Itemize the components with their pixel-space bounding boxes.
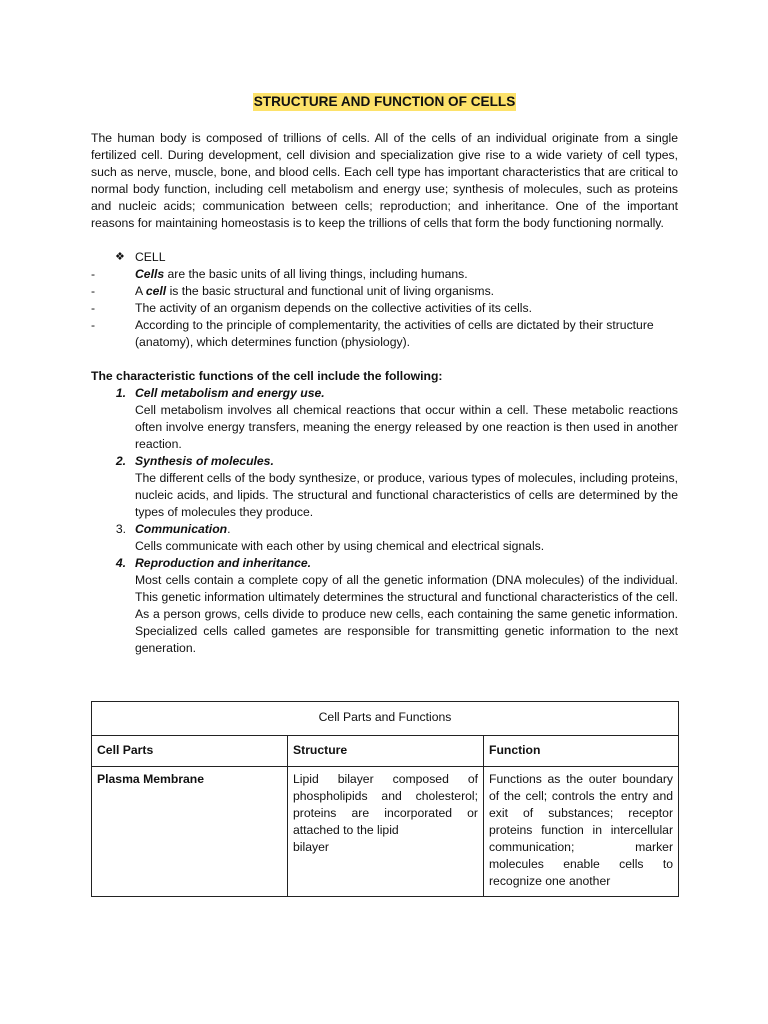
list-text: The activity of an organism depends on the collective activities of its cells. [135, 301, 532, 315]
item-number: 3. [115, 522, 126, 536]
dash-marker: - [91, 267, 96, 281]
table-caption: Cell Parts and Functions [92, 702, 679, 736]
item-body: The different cells of the body synthesize, or produce, various types of molecules, including proteins, nucleic acids, and lipids. The structural and functional characteristics of cells are determined by the types of molecules they produce. [135, 471, 678, 519]
list-item [91, 283, 678, 300]
list-item [91, 521, 678, 555]
list-text: A [135, 284, 146, 298]
dash-marker: - [91, 301, 96, 315]
document-title: STRUCTURE AND FUNCTION OF CELLS [253, 94, 516, 109]
column-header: Cell Parts [92, 736, 288, 767]
item-title: Synthesis of molecules. [135, 454, 274, 468]
item-number: 4. [115, 556, 126, 570]
item-title: Reproduction and inheritance. [135, 556, 312, 570]
intro-paragraph: The human body is composed of trillions of cells. All of the cells of an individual originate from a single fertilized cell. During development, cell division and specialization give rise to a wide variety of cell types, such as nerve, muscle, bone, and blood cells. Each cell type has important characteristics that are critical to normal body function, including cell metabolism and energy use; synthesis of molecules, such as proteins and nucleic acids; communication between cells; reproduction; and inheritance. One of the important reasons for maintaining homeostasis is to keep the trillions of cells that form the body functioning normally. [91, 131, 678, 230]
cell-structure [288, 767, 484, 897]
document-page [91, 0, 678, 657]
item-body: Cells communicate with each other by using chemical and electrical signals. [135, 539, 545, 553]
table-row [92, 767, 679, 897]
column-header: Function [484, 736, 679, 767]
item-body: Most cells contain a complete copy of all the genetic information (DNA molecules) of the individual. This genetic information ultimately determines the structural and functional characteristics of the cell. As a person grows, cells divide to produce new cells, each containing the same genetic information. Specialized cells called gametes are responsible for transmitting genetic information to the next generation. [135, 573, 678, 655]
list-item [91, 266, 678, 283]
list-item [91, 300, 678, 317]
title-wrap [91, 93, 678, 111]
list-item [91, 317, 678, 351]
item-body: Cell metabolism involves all chemical reactions that occur within a cell. These metabolic reactions often involve energy transfers, meaning the energy released by one reaction is then used in another reaction. [135, 403, 678, 451]
dash-marker: - [91, 284, 96, 298]
characteristics-heading: The characteristic functions of the cell include the following: [91, 369, 443, 383]
list-text: is the basic structural and functional unit of living organisms. [166, 284, 495, 298]
list-item [91, 555, 678, 657]
dash-marker: - [91, 318, 96, 332]
characteristics-list [91, 385, 678, 657]
column-header: Structure [288, 736, 484, 767]
list-item [91, 385, 678, 453]
list-text: According to the principle of complementarity, the activities of cells are dictated by their structure (anatomy), which determines function (physiology). [135, 318, 654, 349]
list-text: are the basic units of all living things, including humans. [164, 267, 468, 281]
structure-text: Lipid bilayer composed of phospholipids and cholesterol; proteins are incorporated or attached to the lipid [293, 772, 478, 837]
em-text: Cells [135, 267, 165, 281]
em-text: cell [145, 284, 167, 298]
cell-parts-table [91, 701, 679, 897]
item-title-suffix: . [227, 522, 231, 536]
diamond-bullet-icon: ❖ [115, 251, 125, 263]
cell-function: Functions as the outer boundary of the cell; controls the entry and exit of substances; receptor proteins function in intercellular communication; marker molecules enable cells to recognize one another [484, 767, 679, 897]
item-number: 1. [115, 386, 126, 400]
cell-part: Plasma Membrane [92, 767, 288, 897]
cell-section-heading [91, 249, 678, 266]
cell-list [91, 266, 678, 351]
cell-heading: CELL [135, 250, 166, 264]
structure-tail: bilayer [293, 840, 329, 854]
item-title: Communication [135, 522, 228, 536]
table-header-row [92, 736, 679, 767]
item-title: Cell metabolism and energy use. [135, 386, 325, 400]
item-number: 2. [115, 454, 126, 468]
list-item [91, 453, 678, 521]
